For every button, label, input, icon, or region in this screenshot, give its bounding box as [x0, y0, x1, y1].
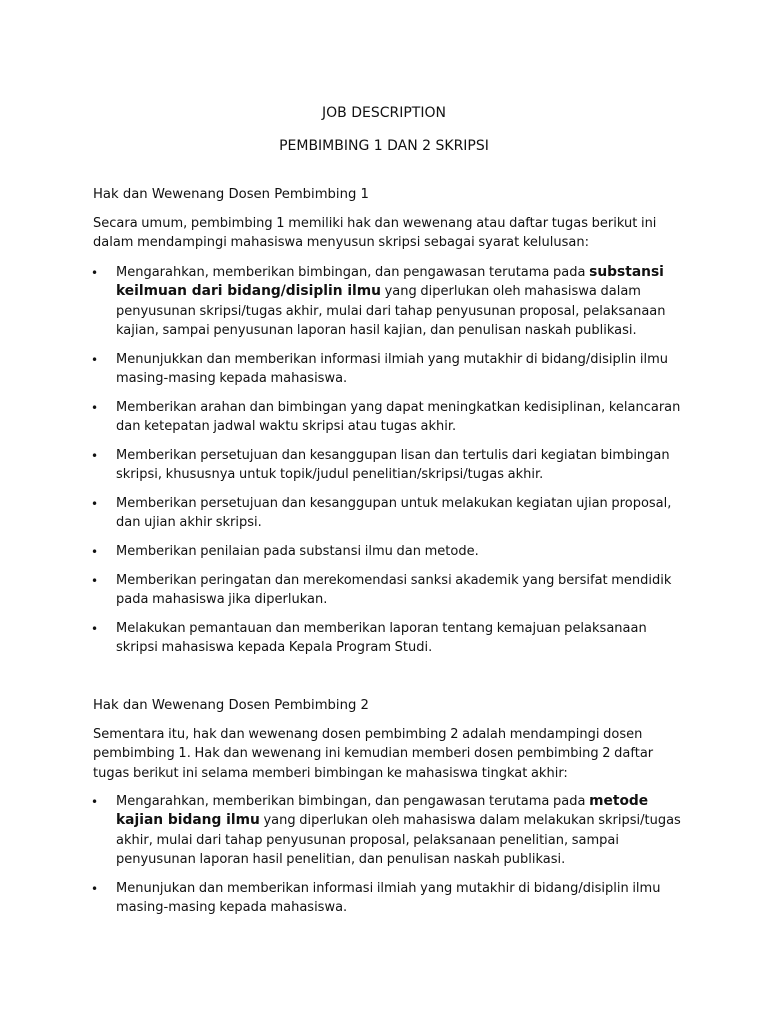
bullet-text-plain: yang diperlukan oleh mahasiswa dalam melakukan skripsi/tugas akhir, mulai dari tahap penyusunan proposal, pelaksanaan penelitian, sampai penyusunan laporan hasil penelitian, dan penulisan naskah publikasi. [116, 813, 681, 868]
bullet-dot-icon: • [91, 882, 99, 896]
bullet-text-plain: Mengarahkan, memberikan bimbingan, dan pengawasan terutama pada [116, 265, 590, 280]
bullet-dot-icon: • [91, 266, 99, 280]
bullet-text: Menunjukkan dan memberikan informasi ilmiah yang mutakhir di bidang/disiplin ilmu masing-masing kepada mahasiswa. [116, 352, 668, 387]
bullet-text: Memberikan persetujuan dan kesanggupan lisan dan tertulis dari kegiatan bimbingan skripsi, khususnya untuk topik/judul penelitian/skripsi/tugas akhir. [116, 448, 670, 483]
section1-intro: Secara umum, pembimbing 1 memiliki hak dan wewenang atau daftar tugas berikut ini dalam mendampingi mahasiswa menyusun skripsi sebagai syarat kelulusan: [93, 216, 657, 251]
bullet-dot-icon: • [91, 574, 99, 588]
bullet-text: Memberikan arahan dan bimbingan yang dapat meningkatkan kedisiplinan, kelancaran dan ketepatan jadwal waktu skripsi atau tugas akhir. [116, 400, 681, 435]
document-subtitle: PEMBIMBING 1 DAN 2 SKRIPSI [279, 138, 489, 154]
bullet-dot-icon: • [91, 622, 99, 636]
bullet-text-plain: yang diperlukan oleh mahasiswa dalam penyusunan skripsi/tugas akhir, mulai dari tahap penyusunan proposal, pelaksanaan kajian, sampai penyusunan laporan hasil kajian, dan penulisan naskah publikasi. [116, 284, 666, 339]
bullet-text: Melakukan pemantauan dan memberikan laporan tentang kemajuan pelaksanaan skripsi mahasiswa kepada Kepala Program Studi. [116, 621, 647, 656]
document-title: JOB DESCRIPTION [322, 105, 446, 121]
bullet-dot-icon: • [91, 449, 99, 463]
bullet-text-plain: Mengarahkan, memberikan bimbingan, dan pengawasan terutama pada [116, 794, 590, 809]
bullet-text: Menunjukan dan memberikan informasi ilmiah yang mutakhir di bidang/disiplin ilmu masing-masing kepada mahasiswa. [116, 881, 661, 916]
bullet-text: Memberikan persetujuan dan kesanggupan untuk melakukan kegiatan ujian proposal, dan ujian akhir skripsi. [116, 496, 672, 531]
bullet-text-emphasis: metode kajian bidang ilmu [116, 793, 649, 829]
bullet-dot-icon: • [91, 497, 99, 511]
bullet-text-emphasis: substansi keilmuan dari bidang/disiplin ilmu [116, 264, 664, 300]
bullet-dot-icon: • [91, 401, 99, 415]
bullet-text [116, 263, 684, 341]
bullet-text: Memberikan peringatan dan merekomendasi sanksi akademik yang bersifat mendidik pada mahasiswa jika diperlukan. [116, 573, 672, 608]
bullet-dot-icon: • [91, 545, 99, 559]
bullet-text: Memberikan penilaian pada substansi ilmu dan metode. [116, 544, 479, 559]
bullet-text [116, 792, 684, 870]
bullet-dot-icon: • [91, 353, 99, 367]
bullet-dot-icon: • [91, 795, 99, 809]
section2-intro: Sementara itu, hak dan wewenang dosen pembimbing 2 adalah mendampingi dosen pembimbing 1. Hak dan wewenang ini kemudian memberi dosen pembimbing 2 daftar tugas berikut ini selama memberi bimbingan ke mahasiswa tingkat akhir: [93, 727, 654, 781]
section1-heading: Hak dan Wewenang Dosen Pembimbing 1 [93, 187, 369, 202]
section2-heading: Hak dan Wewenang Dosen Pembimbing 2 [93, 698, 369, 713]
